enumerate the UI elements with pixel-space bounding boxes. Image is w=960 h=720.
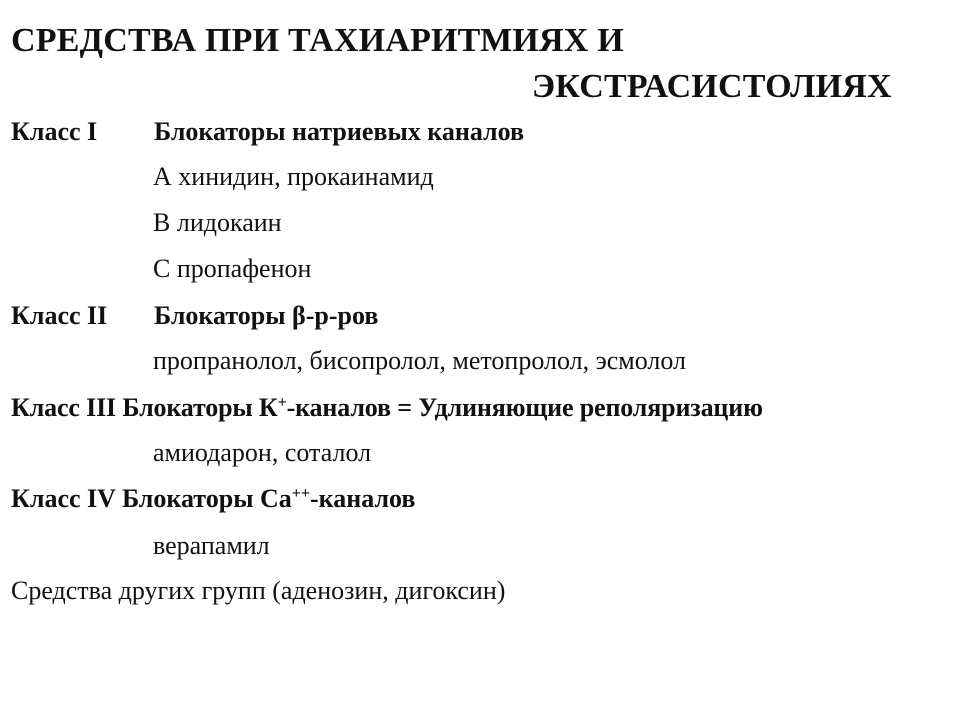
class-4-description-sup: ++ — [291, 485, 310, 502]
class-4-description — [122, 484, 415, 513]
other-groups: Средства других групп (аденозин, дигоксин) — [11, 576, 506, 605]
class-2-drugs: пропранолол, бисопролол, метопролол, эсмолол — [153, 346, 687, 375]
class-1-label: Класс I — [11, 117, 98, 146]
class-4-label: Класс IV — [11, 484, 116, 513]
class-3-row — [11, 392, 763, 424]
title-line-1: СРЕДСТВА ПРИ ТАХИАРИТМИЯХ И — [11, 22, 624, 59]
class-4-drugs: верапамил — [153, 531, 270, 560]
class-3-description-suffix: -каналов = Удлиняющие реполяризацию — [286, 393, 763, 422]
class-3-label: Класс III — [11, 393, 117, 422]
class-3-description — [122, 393, 762, 422]
class-4-row — [11, 483, 415, 515]
title-line-2: ЭКСТРАСИСТОЛИЯХ — [532, 68, 892, 105]
class-3-description-prefix: Блокаторы К — [122, 393, 278, 422]
class-3-drugs: амиодарон, соталол — [153, 438, 372, 467]
class-4-description-suffix: -каналов — [310, 484, 416, 513]
class-2-row — [11, 300, 378, 332]
class-3-description-sup: + — [277, 394, 287, 411]
class-2-description: Блокаторы β-р-ров — [154, 301, 379, 330]
class-1-subgroup-b: В лидокаин — [153, 208, 282, 237]
class-1-subgroup-c: С пропафенон — [153, 254, 312, 283]
class-4-description-prefix: Блокаторы Са — [121, 484, 292, 513]
class-1-row — [11, 116, 524, 148]
class-2-label: Класс II — [11, 301, 108, 330]
class-1-description: Блокаторы натриевых каналов — [154, 117, 525, 146]
class-1-subgroup-a: А хинидин, прокаинамид — [153, 162, 434, 191]
